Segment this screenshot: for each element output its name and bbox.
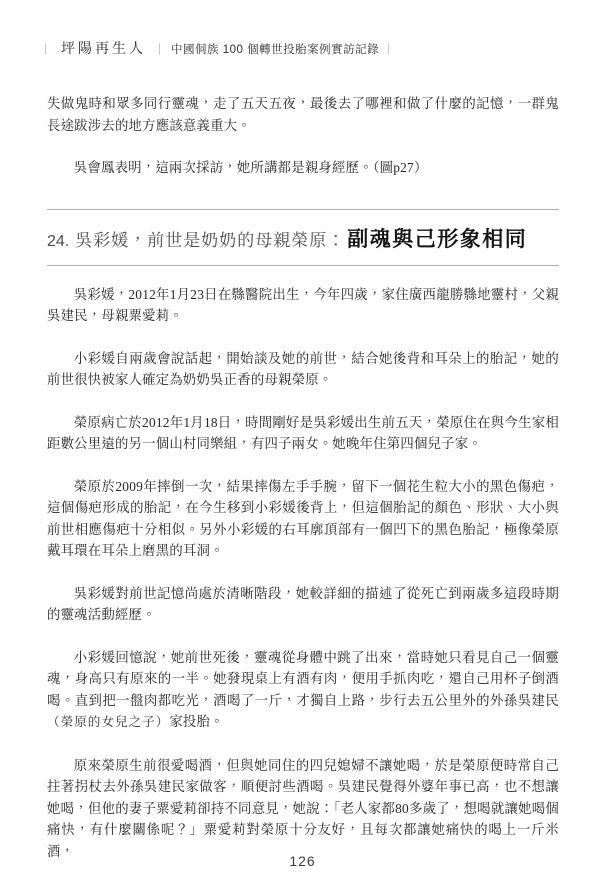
paragraph-memory: 吳彩媛對前世記憶尚處於清晰階段，她較詳細的描述了從死亡到兩歲多這段時期的靈魂活動經歷。: [47, 585, 559, 622]
paragraph-birth: 吳彩媛，2012年1月23日在縣醫院出生，今年四歲，家住廣西龍勝縣地靈村，父親吳建民，母親粟愛莉。: [47, 286, 559, 323]
divider-bar: ｜: [383, 44, 395, 56]
section-heading: [47, 209, 559, 266]
paragraph-birthmark: 榮原於2009年摔倒一次，結果摔傷左手手腕，留下一個花生粒大小的黑色傷疤，這個傷疤形成的胎記，在今生移到小彩媛後背上，但這個胎記的顏色、形狀、大小與前世相應傷疤十分相似。另外小彩媛的右耳廓頂部有一個凹下的黑色胎記，極像榮原戴耳環在耳朵上磨黑的耳洞。: [47, 478, 559, 558]
paragraph-identify: 小彩媛自兩歲會說話起，開始談及她的前世，結合她後背和耳朵上的胎記，她的前世很快被家人確定為奶奶吳正香的母親榮原。: [47, 350, 559, 387]
paragraph-witness: 吳會鳳表明，這兩次採訪，她所講都是親身經歷。（圖p27）: [73, 160, 428, 175]
divider-bar: ｜: [40, 44, 51, 56]
paragraph-continuation: 失做鬼時和眾多同行靈魂，走了五天五夜，最後去了哪裡和做了什麼的記憶，一群鬼長途跋涉去的地方應該意義重大。: [47, 96, 559, 133]
paragraph-soul-annotation: （榮原的女兒之子）: [47, 715, 170, 729]
paragraph-soul-text: 小彩媛回憶說，她前世死後，靈魂從身體中跳了出來，當時她只看見自己一個靈魂，身高只有原來的一半。她發現桌上有酒有肉，便用手抓肉吃，還自己用杯子倒酒喝。直到把一盤肉都吃光，酒喝了一斤，才獨自上路，步行去五公里外的外孫吳建民: [47, 649, 559, 708]
paragraph-wine: 原來榮原生前很愛喝酒，但與她同住的四兒媳婦不讓她喝，於是榮原便時常自己拄著拐杖去外孫吳建民家做客，順便討些酒喝。吳建民覺得外婆年事已高，也不想讓她喝，但他的妻子粟愛莉卻持不同意見，她說：「老人家都80多歲了，想喝就讓她喝個痛快，有什麼關係呢？」粟愛莉對榮原十分友好，且每次都讓她痛快的喝上一斤米酒，: [47, 757, 559, 859]
section-title: 吳彩媛，前世是奶奶的母親榮原：: [75, 230, 346, 250]
paragraph-soul-journey: [47, 647, 559, 734]
section-number: 24.: [47, 232, 70, 250]
divider-bar: ｜: [154, 44, 165, 56]
paragraph-soul-ending: 家投胎。: [169, 714, 224, 729]
paragraph-death: 榮原病亡於2012年1月18日，時間剛好是吳彩媛出生前五天，榮原住在與今生家相距數公里遠的另一個山村同樂組，有四子兩女。她晚年住第四個兒子家。: [47, 414, 559, 451]
page-number: 126: [289, 853, 316, 869]
book-title: 坪陽再生人: [61, 42, 146, 57]
book-subtitle: 中國侗族 100 個轉世投胎案例實訪記錄: [171, 44, 380, 56]
section-title-emphasis: 副魂與己形象相同: [347, 227, 528, 251]
text-column: [47, 0, 559, 883]
